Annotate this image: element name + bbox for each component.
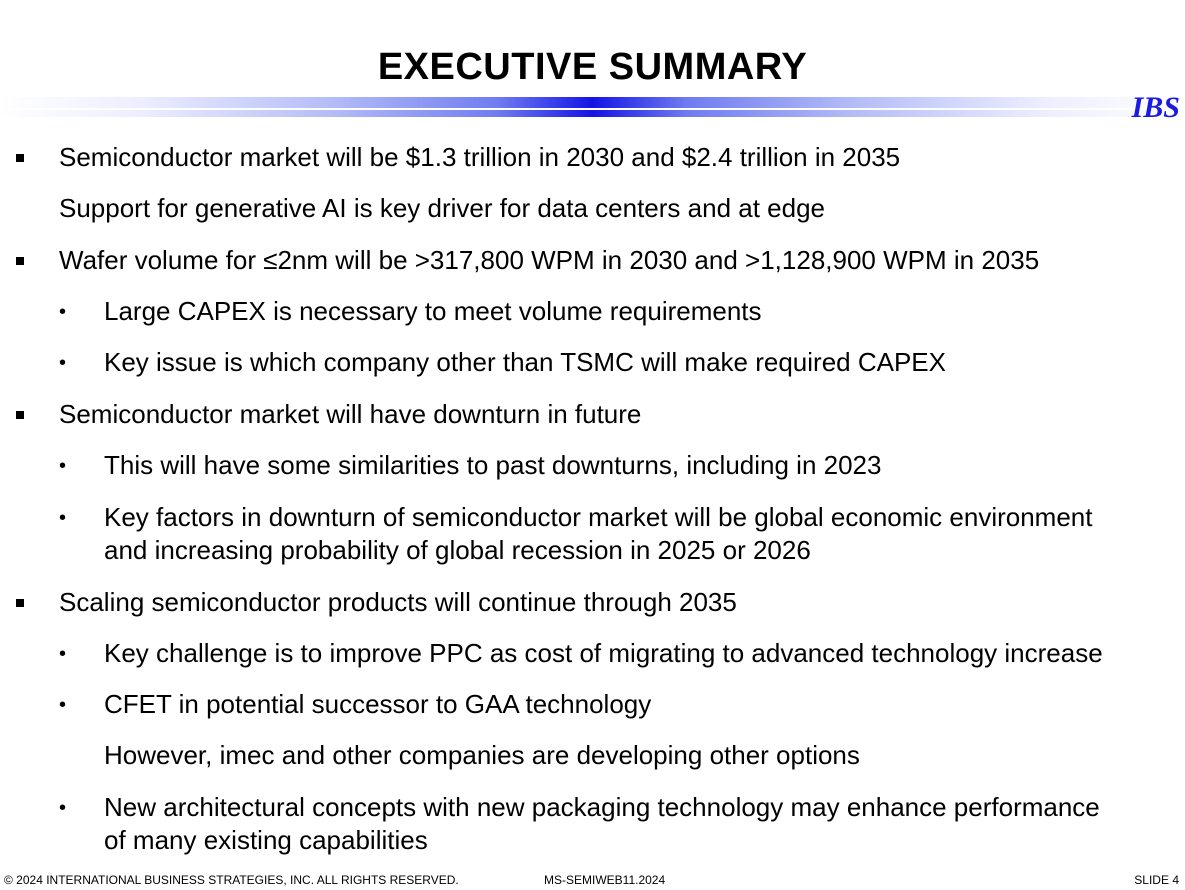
bullet-text: Support for generative AI is key driver for data centers and at edge <box>59 193 825 223</box>
dot-bullet-icon: • <box>59 507 67 529</box>
square-bullet-icon <box>16 257 24 265</box>
bullet-text: Semiconductor market will be $1.3 trillion in 2030 and $2.4 trillion in 2035 <box>59 142 901 172</box>
sub-bullet-text: Large CAPEX is necessary to meet volume requirements <box>104 296 762 326</box>
ibs-logo: IBS <box>1131 91 1180 124</box>
dot-bullet-icon: • <box>59 694 67 716</box>
square-bullet-icon <box>16 599 24 607</box>
title-divider-bar <box>0 97 1185 119</box>
footer-slide-number: SLIDE 4 <box>1134 873 1179 887</box>
sub-bullet-text: However, imec and other companies are developing other options <box>104 740 860 770</box>
dot-bullet-icon: • <box>59 455 67 477</box>
title-divider-band-lower <box>0 110 1185 117</box>
sub-bullet-text: Key issue is which company other than TSMC will make required CAPEX <box>104 347 946 377</box>
slide-title: EXECUTIVE SUMMARY <box>377 46 808 88</box>
sub-bullet-text: Key challenge is to improve PPC as cost of migrating to advanced technology increase <box>104 638 1103 668</box>
square-bullet-icon <box>16 411 24 419</box>
dot-bullet-icon: • <box>59 643 67 665</box>
title-divider-band-upper <box>0 97 1185 108</box>
sub-bullet-text: This will have some similarities to past downturns, including in 2023 <box>104 450 882 480</box>
square-bullet-icon <box>16 154 24 162</box>
sub-bullet-text: CFET in potential successor to GAA technology <box>104 689 652 719</box>
dot-bullet-icon: • <box>59 352 67 374</box>
sub-bullet-text-continuation: of many existing capabilities <box>104 825 428 855</box>
sub-bullet-text: Key factors in downturn of semiconductor market will be global economic environment <box>104 502 1093 532</box>
bullet-text: Wafer volume for ≤2nm will be >317,800 WPM in 2030 and >1,128,900 WPM in 2035 <box>59 245 1040 275</box>
dot-bullet-icon: • <box>59 301 67 323</box>
footer-doc-id: MS-SEMIWEB11.2024 <box>544 873 666 887</box>
sub-bullet-text-continuation: and increasing probability of global recession in 2025 or 2026 <box>104 535 811 565</box>
bullet-text: Semiconductor market will have downturn in future <box>59 399 642 429</box>
bullet-text: Scaling semiconductor products will continue through 2035 <box>59 587 737 617</box>
footer-copyright: © 2024 INTERNATIONAL BUSINESS STRATEGIES, INC. ALL RIGHTS RESERVED. <box>4 873 459 887</box>
dot-bullet-icon: • <box>59 797 67 819</box>
sub-bullet-text: New architectural concepts with new packaging technology may enhance performance <box>104 792 1100 822</box>
